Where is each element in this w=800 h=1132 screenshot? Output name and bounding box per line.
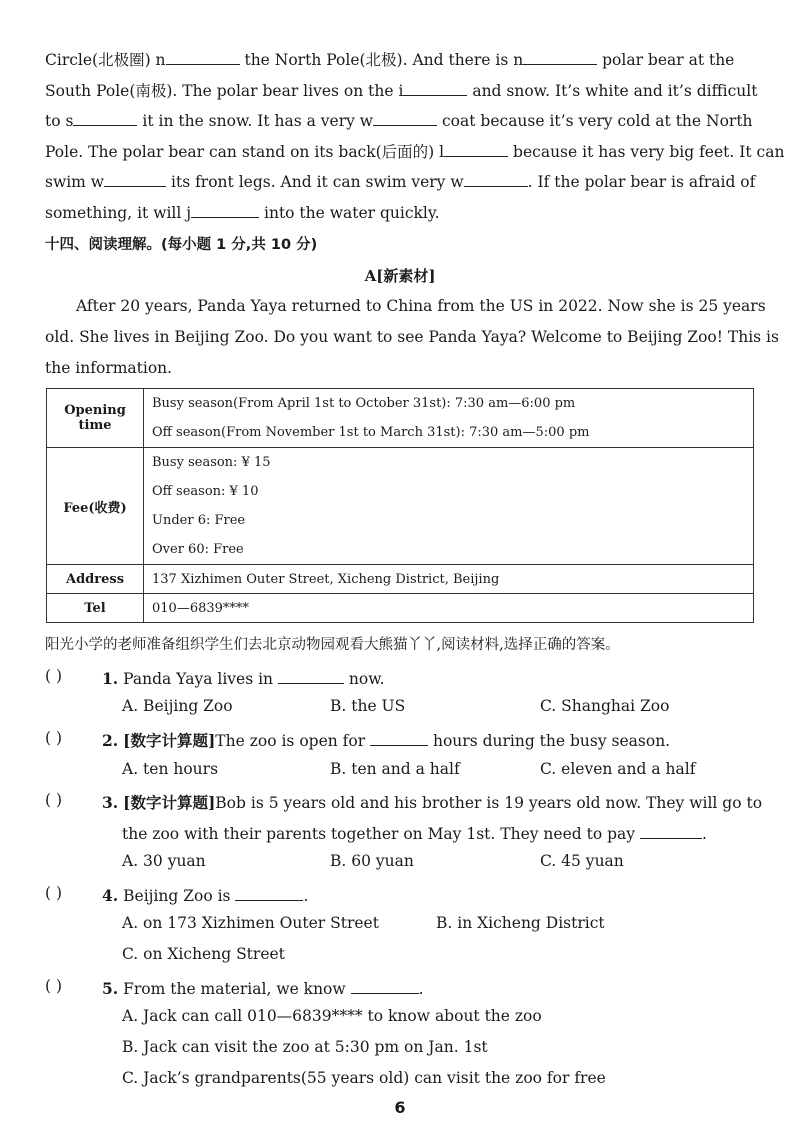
question-2-stem — [102, 729, 670, 751]
passage-line-6 — [45, 198, 440, 228]
answer-blank[interactable] — [444, 140, 508, 157]
answer-blank[interactable] — [73, 109, 137, 126]
question-number: 4. — [102, 886, 119, 905]
question-tag: [数字计算题] — [123, 731, 216, 750]
zoo-info-table — [46, 388, 754, 623]
passage-text: its front legs. And it can swim very w — [166, 173, 464, 191]
question-text: . — [418, 980, 424, 998]
answer-blank[interactable] — [464, 170, 528, 187]
answer-blank[interactable] — [523, 48, 597, 65]
instruction: 阳光小学的老师准备组织学生们去北京动物园观看大熊猫丫丫,阅读材料,选择正确的答案。 — [45, 637, 620, 653]
answer-blank[interactable] — [235, 884, 303, 901]
fee-busy: Busy season: ¥ 15 — [152, 455, 271, 470]
fee-cell — [144, 448, 754, 565]
opening-time-cell — [144, 389, 754, 448]
option-a[interactable]: A. Beijing Zoo — [122, 697, 233, 715]
answer-blank[interactable] — [370, 729, 428, 746]
option-c[interactable]: C. Jack’s grandparents(55 years old) can visit the zoo for free — [122, 1069, 606, 1087]
answer-blank[interactable] — [351, 977, 419, 994]
question-1-stem — [102, 667, 385, 688]
part-label: A — [364, 267, 377, 285]
part-tag: [新素材] — [376, 267, 436, 285]
passage-text: Circle(北极圈) n — [45, 51, 166, 69]
answer-blank[interactable] — [373, 109, 437, 126]
question-tag: [数字计算题] — [123, 793, 216, 812]
option-a[interactable]: A. on 173 Xizhimen Outer Street — [122, 914, 379, 932]
answer-blank[interactable] — [166, 48, 240, 65]
question-text: The zoo is open for — [215, 732, 371, 750]
passage-text: the North Pole(北极). And there is n — [239, 51, 524, 69]
option-b[interactable]: B. Jack can visit the zoo at 5:30 pm on Jan. 1st — [122, 1038, 488, 1056]
page-number: 6 — [394, 1098, 406, 1117]
passage-line-2 — [45, 76, 757, 106]
table-row — [47, 389, 754, 448]
question-text: From the material, we know — [123, 980, 351, 998]
fee-under-6: Under 6: Free — [152, 513, 246, 528]
question-number: 3. — [102, 793, 119, 812]
option-c[interactable]: C. on Xicheng Street — [122, 945, 285, 963]
question-text: Panda Yaya lives in — [123, 670, 278, 688]
passage-text: swim w — [45, 173, 105, 191]
passage-text: because it has very big feet. It can — [508, 143, 785, 161]
question-5-stem — [102, 977, 424, 998]
passage-text: polar bear at the — [597, 51, 735, 69]
passage-line-5 — [45, 167, 755, 197]
question-number: 2. — [102, 731, 119, 750]
intro-line-3: the information. — [45, 359, 173, 377]
table-row — [47, 565, 754, 594]
option-a[interactable]: A. 30 yuan — [122, 852, 206, 870]
passage-text: coat because it’s very cold at the North — [437, 112, 753, 130]
fee-off: Off season: ¥ 10 — [152, 484, 259, 499]
answer-blank[interactable] — [104, 170, 166, 187]
passage-text: South Pole(南极). The polar bear lives on the i — [45, 82, 404, 100]
question-text: . — [701, 825, 707, 843]
answer-paren[interactable]: ( ) — [45, 977, 63, 995]
option-c[interactable]: C. 45 yuan — [540, 852, 624, 870]
question-number: 1. — [102, 669, 119, 688]
passage-text: . If the polar bear is afraid of — [527, 173, 756, 191]
passage-text: it in the snow. It has a very w — [137, 112, 374, 130]
passage-line-1 — [45, 45, 734, 75]
question-number: 5. — [102, 979, 119, 998]
question-text: Beijing Zoo is — [123, 887, 236, 905]
question-text: now. — [343, 670, 385, 688]
question-3-stem-cont — [122, 822, 707, 843]
tel-value: 010—6839**** — [144, 594, 754, 623]
table-row — [47, 594, 754, 623]
answer-blank[interactable] — [278, 667, 344, 684]
opening-time-label: Opening time — [47, 389, 144, 448]
passage-line-3 — [45, 106, 753, 136]
passage-text: something, it will j — [45, 204, 192, 222]
option-b[interactable]: B. in Xicheng District — [436, 914, 605, 932]
address-value: 137 Xizhimen Outer Street, Xicheng District, Beijing — [144, 565, 754, 594]
passage-line-4 — [45, 137, 784, 167]
answer-paren[interactable]: ( ) — [45, 791, 63, 809]
question-4-stem — [102, 884, 308, 905]
answer-blank[interactable] — [403, 79, 467, 96]
option-c[interactable]: C. eleven and a half — [540, 760, 696, 778]
section-title: 十四、阅读理解。(每小题 1 分,共 10 分) — [45, 237, 318, 253]
fee-over-60: Over 60: Free — [152, 542, 244, 557]
opening-busy: Busy season(From April 1st to October 31st): 7:30 am—6:00 pm — [152, 396, 576, 411]
part-a-heading — [0, 261, 800, 291]
option-b[interactable]: B. ten and a half — [330, 760, 460, 778]
option-b[interactable]: B. 60 yuan — [330, 852, 414, 870]
option-a[interactable]: A. Jack can call 010—6839**** to know about the zoo — [122, 1007, 542, 1025]
answer-paren[interactable]: ( ) — [45, 667, 63, 685]
passage-text: Pole. The polar bear can stand on its back(后面的) l — [45, 143, 445, 161]
question-text: the zoo with their parents together on May 1st. They need to pay — [122, 825, 640, 843]
fee-label: Fee(收费) — [47, 448, 144, 565]
intro-line-1: After 20 years, Panda Yaya returned to China from the US in 2022. Now she is 25 years — [76, 297, 766, 315]
option-b[interactable]: B. the US — [330, 697, 406, 715]
intro-line-2: old. She lives in Beijing Zoo. Do you want to see Panda Yaya? Welcome to Beijing Zoo! This is — [45, 328, 779, 346]
passage-text: and snow. It’s white and it’s difficult — [467, 82, 758, 100]
opening-off: Off season(From November 1st to March 31st): 7:30 am—5:00 pm — [152, 425, 590, 440]
question-text: Bob is 5 years old and his brother is 19 years old now. They will go to — [215, 794, 763, 812]
answer-paren[interactable]: ( ) — [45, 884, 63, 902]
answer-paren[interactable]: ( ) — [45, 729, 63, 747]
passage-text: to s — [45, 112, 74, 130]
question-text: . — [303, 887, 309, 905]
tel-label: Tel — [47, 594, 144, 623]
address-label: Address — [47, 565, 144, 594]
option-a[interactable]: A. ten hours — [122, 760, 219, 778]
question-3-stem — [102, 791, 762, 813]
answer-blank[interactable] — [640, 822, 702, 839]
question-text: hours during the busy season. — [428, 732, 671, 750]
option-c[interactable]: C. Shanghai Zoo — [540, 697, 670, 715]
table-row — [47, 448, 754, 565]
passage-text: into the water quickly. — [259, 204, 440, 222]
answer-blank[interactable] — [191, 201, 259, 218]
